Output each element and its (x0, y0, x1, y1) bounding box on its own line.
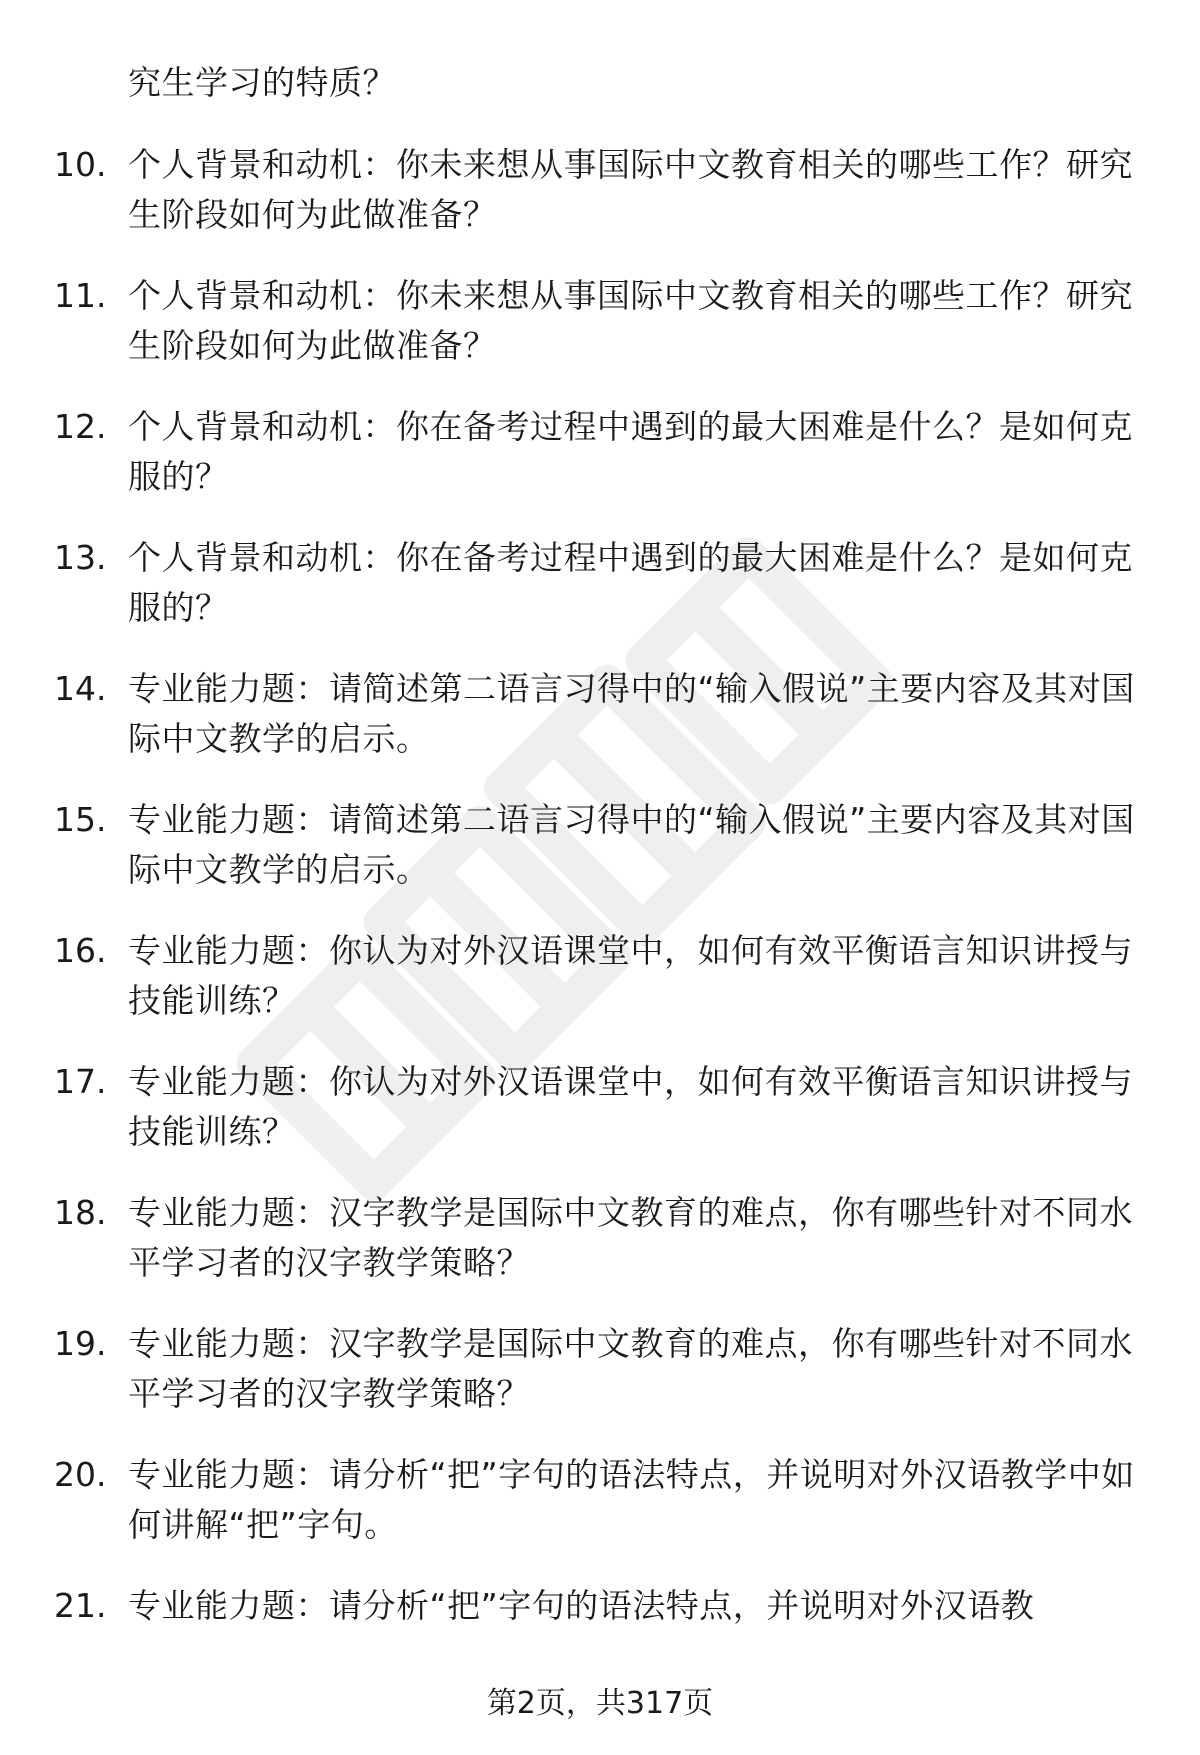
question-number: 21. (54, 1586, 107, 1625)
question-number: 10. (54, 145, 107, 184)
question-text: 专业能力题：汉字教学是国际中文教育的难点，你有哪些针对不同水平学习者的汉字教学策略？ (128, 1193, 1133, 1282)
question-number: 19. (54, 1324, 107, 1363)
list-item (0, 1045, 1200, 1176)
list-item (0, 1307, 1200, 1438)
question-number: 17. (54, 1062, 107, 1101)
question-number: 11. (54, 276, 107, 315)
question-number: 12. (54, 407, 107, 446)
continued-question-text: 究生学习的特质？ (128, 63, 396, 102)
question-number: 14. (54, 669, 107, 708)
question-text: 专业能力题：汉字教学是国际中文教育的难点，你有哪些针对不同水平学习者的汉字教学策略？ (128, 1324, 1133, 1413)
question-number: 13. (54, 538, 107, 577)
question-number: 18. (54, 1193, 107, 1232)
list-item (0, 128, 1200, 259)
list-item (0, 1438, 1200, 1569)
question-number: 16. (54, 931, 107, 970)
question-text: 专业能力题：请简述第二语言习得中的“输入假说”主要内容及其对国际中文教学的启示。 (128, 800, 1135, 889)
question-list (0, 128, 1200, 1700)
question-number: 20. (54, 1455, 107, 1494)
question-text: 个人背景和动机：你未来想从事国际中文教育相关的哪些工作？研究生阶段如何为此做准备？ (128, 276, 1133, 365)
list-item (0, 783, 1200, 914)
question-text: 个人背景和动机：你未来想从事国际中文教育相关的哪些工作？研究生阶段如何为此做准备？ (128, 145, 1133, 234)
list-item (0, 652, 1200, 783)
list-item (0, 914, 1200, 1045)
question-text: 专业能力题：请分析“把”字句的语法特点，并说明对外汉语教 (128, 1586, 1035, 1625)
question-text: 专业能力题：请分析“把”字句的语法特点，并说明对外汉语教学中如何讲解“把”字句。 (128, 1455, 1135, 1544)
question-text: 个人背景和动机：你在备考过程中遇到的最大困难是什么？是如何克服的？ (128, 407, 1133, 496)
list-item (0, 521, 1200, 652)
list-item (0, 1569, 1200, 1700)
question-text: 专业能力题：请简述第二语言习得中的“输入假说”主要内容及其对国际中文教学的启示。 (128, 669, 1135, 758)
question-text: 专业能力题：你认为对外汉语课堂中，如何有效平衡语言知识讲授与技能训练？ (128, 931, 1133, 1020)
question-text: 专业能力题：你认为对外汉语课堂中，如何有效平衡语言知识讲授与技能训练？ (128, 1062, 1133, 1151)
list-item (0, 390, 1200, 521)
page-footer: 第2页，共317页 (486, 1686, 714, 1721)
question-number: 15. (54, 800, 107, 839)
list-item (0, 259, 1200, 390)
list-item (0, 1176, 1200, 1307)
question-text: 个人背景和动机：你在备考过程中遇到的最大困难是什么？是如何克服的？ (128, 538, 1133, 627)
